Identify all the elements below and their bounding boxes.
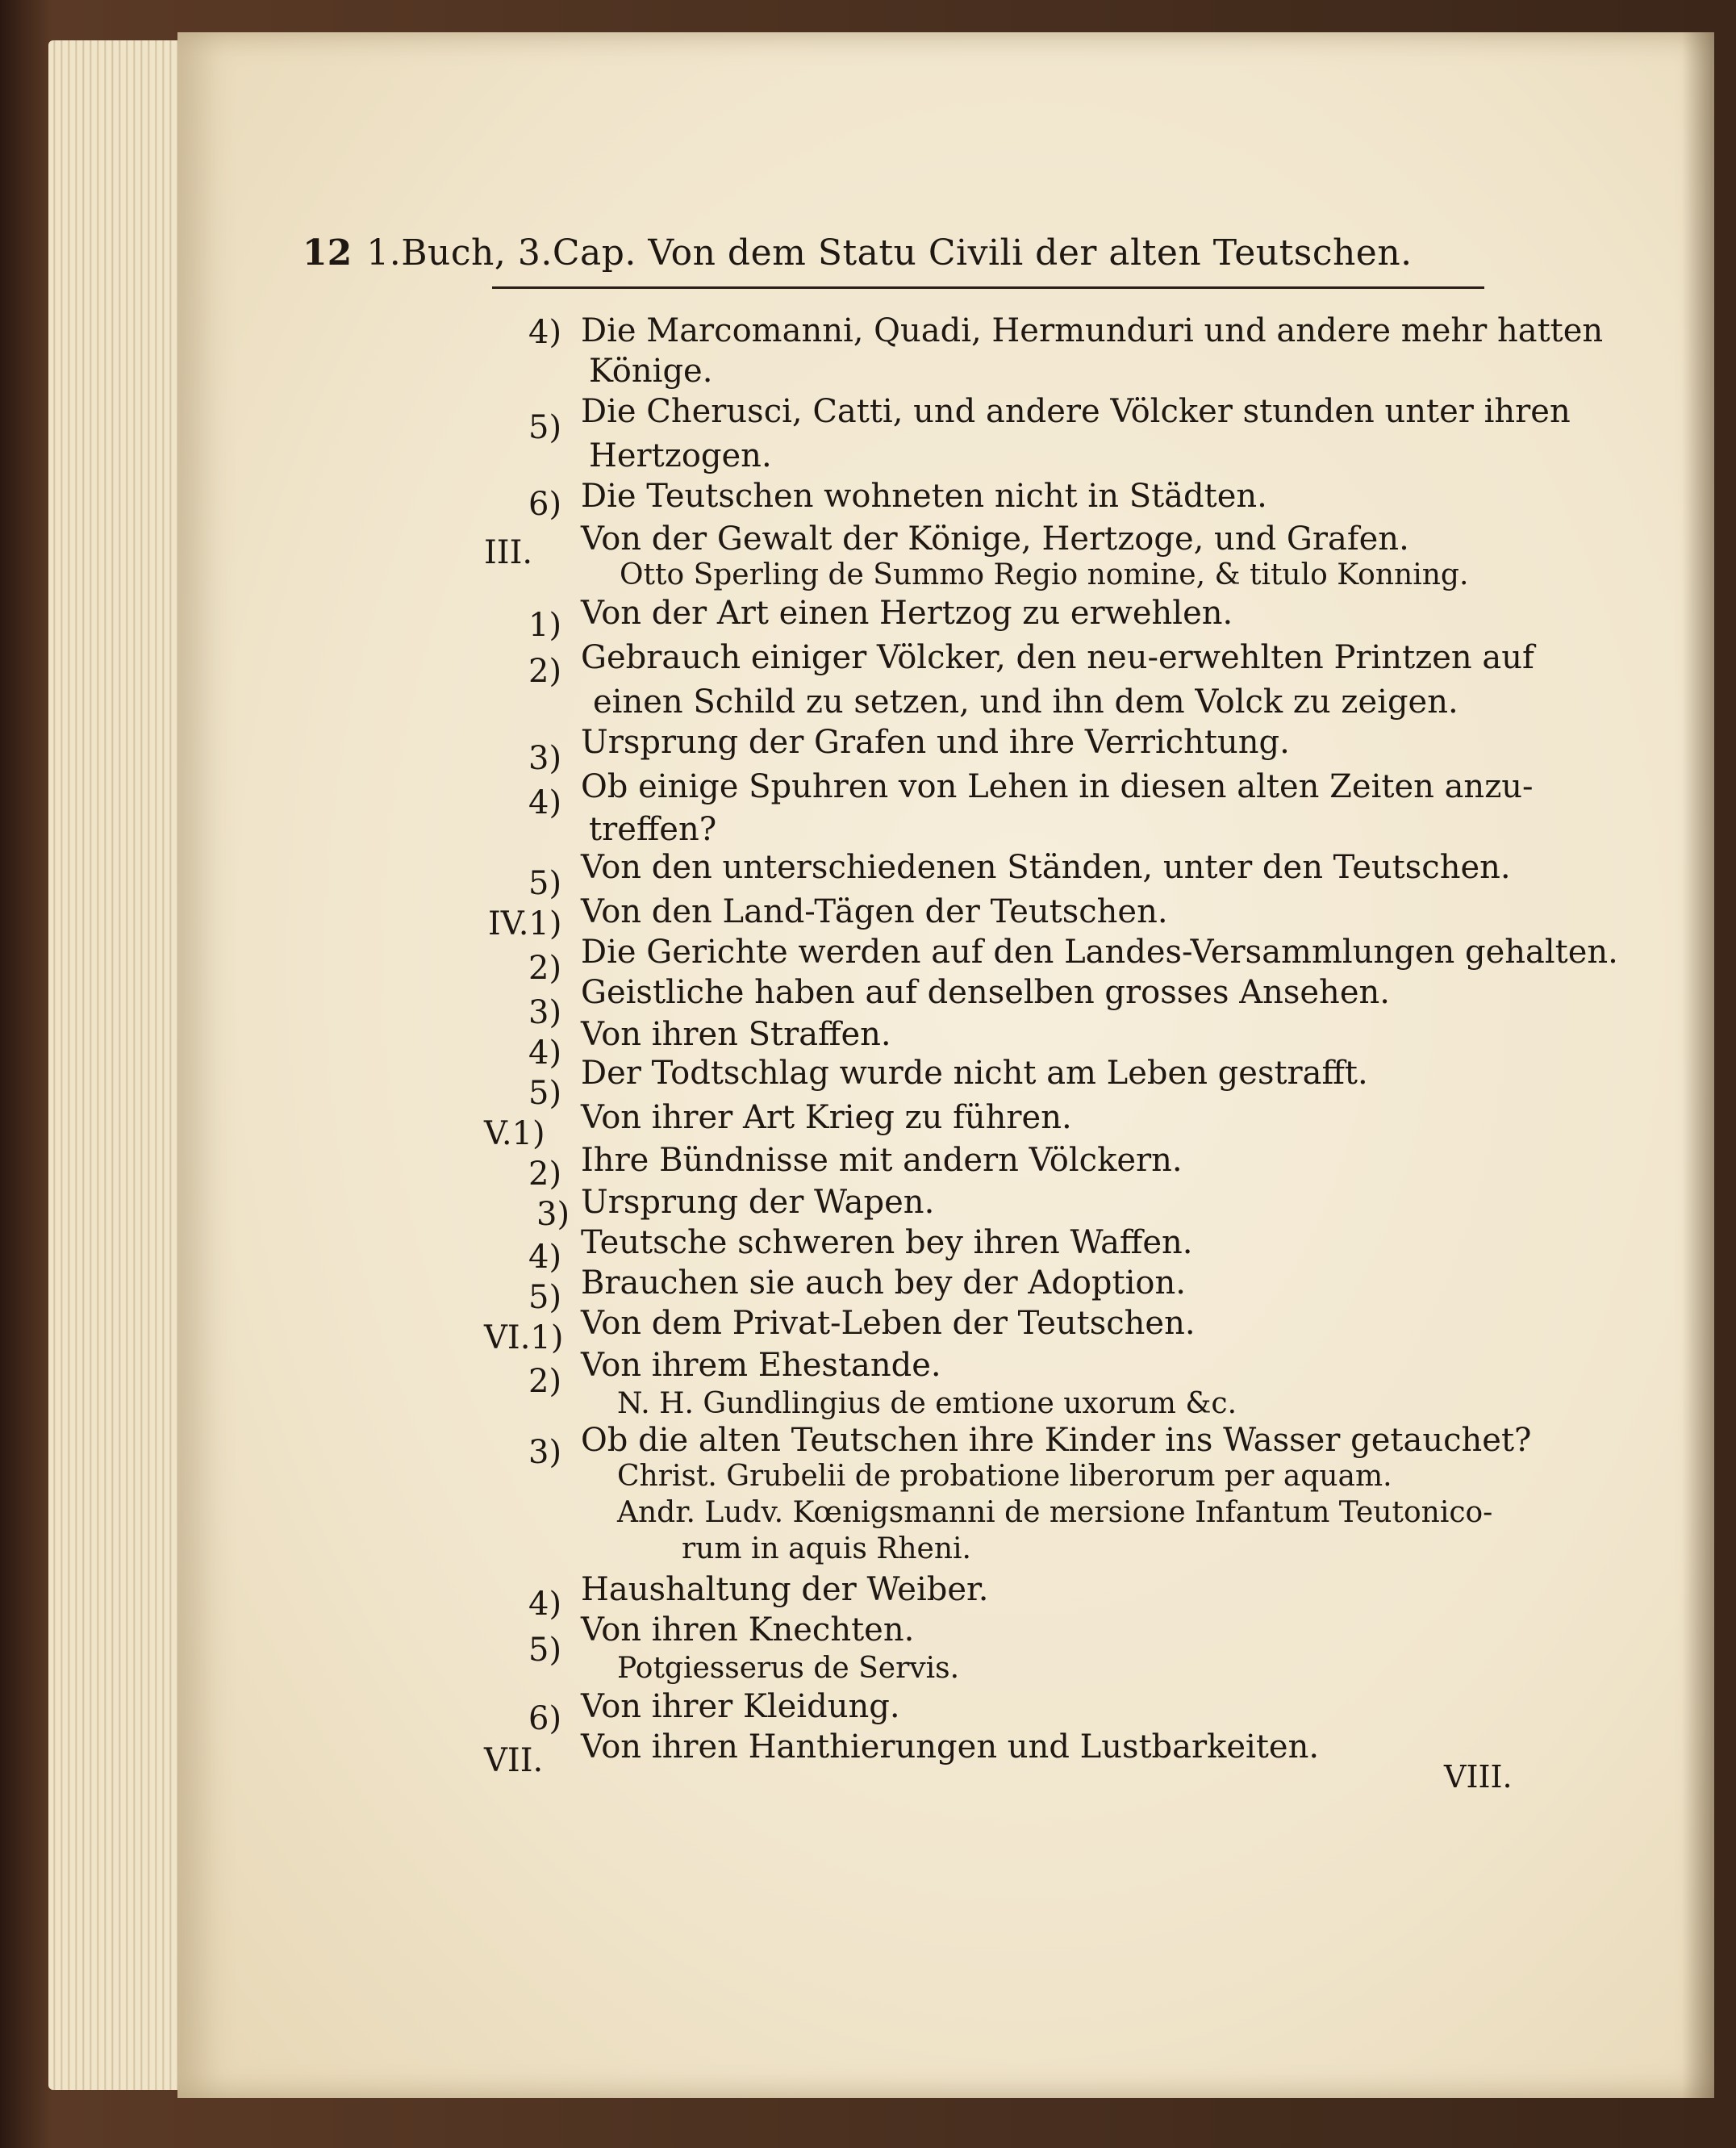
entry-citation: N. H. Gundlingius de emtione uxorum &c. [617,1387,1237,1420]
entry-label: 4) [528,1034,562,1072]
entry-text: Ihre Bündnisse mit andern Völckern. [581,1142,1183,1179]
entry-text: Von ihren Straffen. [581,1016,891,1053]
entry-text: Von der Art einen Hertzog zu erwehlen. [581,595,1233,632]
entry-text: Von den unterschiedenen Ständen, unter den Teutschen. [581,849,1511,886]
entry-citation: Potgiesserus de Servis. [617,1652,960,1685]
entry-label: V.1) [484,1115,545,1152]
entry-text: treffen? [589,811,717,848]
entry-label: III. [484,534,533,571]
entry-citation: Christ. Grubelii de probatione liberorum per aquam. [617,1460,1392,1493]
entry-text: Die Teutschen wohneten nicht in Städten. [581,478,1267,515]
entry-citation: Andr. Ludv. Kœnigsmanni de mersione Infantum Teutonico- [617,1496,1493,1529]
entry-label: 3) [528,994,562,1031]
running-head-title: 1.Buch, 3.Cap. Von dem Statu Civili der alten Teutschen. [366,232,1413,274]
entry-text: Von ihren Knechten. [581,1611,915,1649]
entry-label: 3) [528,740,562,777]
entry-text: Die Cherusci, Catti, und andere Völcker stunden unter ihren [581,393,1571,430]
entry-label: 3) [528,1434,562,1471]
entry-label: VII. [484,1742,544,1779]
entry-label: 4) [528,1586,562,1623]
entry-text: Von dem Privat-Leben der Teutschen. [581,1305,1196,1342]
entry-label: 2) [528,950,562,987]
entry-label: 2) [528,1363,562,1400]
entry-text: Von der Gewalt der Könige, Hertzoge, und Grafen. [581,520,1409,558]
entry-label: 4) [528,314,562,351]
entry-text: Gebrauch einiger Völcker, den neu-erwehlten Printzen auf [581,639,1534,676]
entry-text: Von den Land-Tägen der Teutschen. [581,893,1168,930]
entry-label: IV.1) [488,905,562,942]
entry-text: Der Todtschlag wurde nicht am Leben gestrafft. [581,1055,1368,1092]
entry-label: 5) [528,409,562,446]
entry-text: Von ihren Hanthierungen und Lustbarkeiten. [581,1728,1320,1766]
entry-label: 4) [528,784,562,821]
entry-label: 5) [528,1075,562,1112]
entry-text: Geistliche haben auf denselben grosses Ansehen. [581,974,1390,1011]
entry-label: 6) [528,1700,562,1737]
entry-label: 3) [536,1196,570,1233]
entry-text: Ob einige Spuhren von Lehen in diesen alten Zeiten anzu- [581,768,1534,805]
entry-text: Ursprung der Grafen und ihre Verrichtung. [581,724,1290,761]
entry-label: 1) [528,607,562,644]
entry-citation: rum in aquis Rheni. [682,1532,971,1565]
entry-text: einen Schild zu setzen, und ihn dem Volck zu zeigen. [593,683,1458,721]
entry-label: 5) [528,1632,562,1669]
entry-text: Ob die alten Teutschen ihre Kinder ins Wasser getauchet? [581,1422,1532,1459]
page-number: 12 [303,232,353,274]
entry-text: Haushaltung der Weiber. [581,1571,989,1608]
entry-text: Hertzogen. [589,437,772,474]
entry-text: Ursprung der Wapen. [581,1184,935,1221]
entry-text: Die Gerichte werden auf den Landes-Versammlungen gehalten. [581,934,1618,971]
entry-label: 6) [528,486,562,523]
entry-label: 5) [528,1279,562,1316]
entry-citation: Otto Sperling de Summo Regio nomine, & titulo Konning. [620,558,1469,591]
entry-label: 2) [528,1155,562,1193]
entry-label: 5) [528,865,562,902]
entry-label: 4) [528,1239,562,1276]
entry-text: Die Marcomanni, Quadi, Hermunduri und andere mehr hatten [581,312,1604,349]
entry-label: 2) [528,653,562,690]
catchword: VIII. [1444,1759,1513,1795]
entry-text: Könige. [589,353,713,390]
entry-text: Brauchen sie auch bey der Adoption. [581,1264,1186,1302]
entry-text: Teutsche schweren bey ihren Waffen. [581,1224,1193,1261]
entry-label: VI.1) [484,1319,564,1356]
entry-text: Von ihrer Art Krieg zu führen. [581,1099,1072,1136]
entry-text: Von ihrer Kleidung. [581,1688,900,1725]
entry-text: Von ihrem Ehestande. [581,1347,941,1384]
